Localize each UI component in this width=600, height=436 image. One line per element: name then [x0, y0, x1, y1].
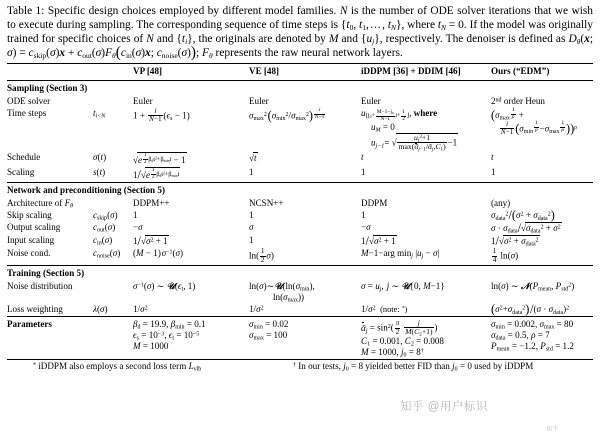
row-label-ode-solver: ODE solver — [7, 95, 51, 106]
row-symbol-schedule: σ(t) — [93, 152, 107, 163]
design-choices-table — [7, 63, 593, 359]
row-symbol-loss-weighting: λ(σ) — [93, 303, 108, 314]
cell-ve-ode-solver: Euler — [249, 95, 269, 106]
row-label-output-scaling: Output scaling — [7, 222, 61, 233]
cell-ve-schedule: √t — [249, 153, 257, 164]
row-label-loss-weighting: Loss weighting — [7, 303, 63, 314]
footnote-dagger: † In our tests, $j_0 = 8$ yielded better FID than $j_0 = 0$ used by iDDPM — [293, 360, 534, 373]
cell-ours-scaling: 1 — [491, 167, 496, 178]
column-header-iddpm: iDDPM [36] + DDIM [46] — [361, 64, 491, 81]
cell-ve-output-scaling: σ — [249, 222, 254, 233]
row-label-skip-scaling: Skip scaling — [7, 209, 52, 220]
cell-vp-loss-weighting: $1/\sigma^2$ — [133, 303, 148, 314]
cell-ours-time-steps: ($\sigma_{max}$ $^{\frac{1}{\rho}}$ + $\frac{i}{N-1}$ ($\sigma_{min}$ $^{\frac{1}{\rho}}$ $-\sigma_{max}$ $^{\frac{1}{\rho}}$ ))$^\rho$ — [491, 106, 578, 137]
cell-iddpm-architecture: DDPM — [361, 197, 388, 208]
section-header-sampling — [7, 80, 593, 95]
cell-iddpm-noise-cond: M−1−arg $\min_j |u_j - \sigma|$ — [361, 248, 440, 261]
cell-ours-output-scaling: $\sigma \cdot \sigma_{data}/√\sigma_{data}^2 + \sigma^2$ — [491, 220, 561, 235]
row-label-noise-distribution: Noise distribution — [7, 280, 73, 291]
cell-ours-schedule: t — [491, 152, 494, 163]
column-header-ours: Ours (“EDM”) — [491, 64, 593, 81]
row-symbol-time-steps: $t_{i<N}$ — [93, 107, 106, 120]
cell-ours-architecture: (any) — [491, 197, 511, 208]
footnote-row — [7, 361, 593, 373]
watermark-small: 知乎 — [546, 427, 559, 433]
row-loss-weighting — [7, 303, 593, 316]
cell-vp-scaling: 1/√e $^{\frac{1}{2} \beta_dt^2+\beta_{min}t}$ — [133, 167, 180, 183]
cell-ours-skip-scaling: $\sigma_{data}^2/(\sigma^2 + \sigma_{data}^2)$ — [491, 207, 555, 222]
cell-ours-ode-solver: 2nd order Heun — [491, 95, 545, 106]
cell-vp-schedule: √e $^{\frac{1}{2} \beta_dt^2+\beta_{min}t}$ − 1 — [133, 152, 186, 166]
cell-ve-scaling: 1 — [249, 167, 254, 178]
cell-ve-parameters: $\sigma_{min} = 0.02$ $\sigma_{max} = 100$ — [249, 316, 361, 359]
row-symbol-input-scaling: $c_{in}(\sigma)$ — [93, 235, 113, 247]
cell-ve-architecture: NCSN++ — [249, 197, 284, 208]
cell-vp-ode-solver: Euler — [133, 95, 153, 106]
footnote-star: * iDDPM also employs a second loss term $L_{vlb}$ — [33, 360, 202, 373]
cell-vp-input-scaling: $1/√\sigma^2 + 1$ — [133, 234, 168, 249]
cell-vp-time-steps: 1 + $\frac{i}{N-1}$ $(\epsilon_s - 1)$ — [133, 106, 190, 124]
row-label-noise-cond: Noise cond. — [7, 248, 51, 259]
cell-vp-noise-distribution: $\sigma^{-1}(\sigma)$ ∼ $𝒰(\epsilon_t$, 1) — [133, 280, 196, 293]
footnote-star-marker: * — [33, 362, 36, 369]
row-symbol-skip-scaling: $c_{skip}(\sigma)$ — [93, 209, 118, 222]
row-skip-scaling — [7, 209, 593, 221]
header-blank — [7, 64, 93, 81]
row-symbol-output-scaling: $c_{out}(\sigma)$ — [93, 222, 116, 234]
row-label-architecture: Architecture of $F_\theta$ — [7, 197, 74, 210]
cell-ve-input-scaling: 1 — [249, 235, 254, 246]
row-schedule — [7, 152, 593, 167]
cell-ours-noise-distribution: ln(σ) ∼ $𝒩(P_{mean}$, $P_{std}^2$) — [491, 280, 575, 293]
cell-vp-output-scaling: −σ — [133, 222, 143, 233]
cell-ve-skip-scaling: 1 — [249, 209, 254, 220]
row-architecture — [7, 197, 593, 209]
cell-ve-loss-weighting: $1/\sigma^2$ — [249, 303, 264, 314]
cell-vp-architecture: DDPM++ — [133, 197, 170, 208]
row-ode-solver — [7, 95, 593, 107]
row-symbol-noise-cond: $c_{noise}(\sigma)$ — [93, 248, 121, 261]
table-header-row — [7, 64, 593, 81]
section-header-training — [7, 265, 593, 280]
row-symbol-scaling: s(t) — [93, 167, 106, 178]
column-header-ve: VE [48] — [249, 64, 361, 81]
cell-iddpm-ode-solver: Euler — [361, 95, 381, 106]
cell-vp-skip-scaling: 1 — [133, 209, 138, 220]
cell-ve-time-steps: $\sigma_{max}^2$ $(\sigma_{min}^2/\sigma_{max}^2)$ $^{\frac{i}{N-1}}$ — [249, 106, 325, 123]
cell-iddpm-parameters: ᾱ$_j$ = $\sin^2$( $\frac{\pi}{2}$ $\frac{j}{M(C_2+1)}$ ) $C_1 = 0.001$, $C_2 = 0.008$ M = 1000, $j_0 = 8^\dagger$ — [361, 316, 491, 359]
bottom-rule-cell — [7, 359, 593, 360]
cell-ours-input-scaling: $1/√\sigma^2 + \sigma_{data}^2$ — [491, 234, 539, 249]
caption-label: Table 1: — [7, 5, 45, 17]
column-header-vp: VP [48] — [133, 64, 249, 81]
row-label-scaling: Scaling — [7, 167, 35, 178]
footnote-dagger-marker: † — [293, 362, 296, 369]
row-time-steps — [7, 107, 593, 152]
cell-iddpm-schedule: t — [361, 152, 364, 163]
row-symbol-ode-solver — [93, 95, 133, 107]
cell-ve-noise-cond: ln( $\frac{1}{2}$ σ) — [249, 247, 274, 264]
cell-vp-parameters: $\beta_d = 19.9$, $\beta_{min} = 0.1$ $\epsilon_s = 10^{-3}$, $\epsilon_t = 10^{-5}$ M = 1000 — [133, 316, 249, 359]
cell-iddpm-time-steps: $u_{⌊j_0+ \frac{M-1-j_0}{N-1} i+ \frac{1}{2} ⌋}$, where $u_M = 0$ $u_{j-1}=$ √ $\frac{u_j^2+1}{\max(ᾱ_{j-1}/ᾱ_j,C_1)}$ −1 — [361, 107, 458, 153]
cell-iddpm-skip-scaling: 1 — [361, 209, 366, 220]
row-noise-cond — [7, 248, 593, 266]
row-label-parameters: Parameters — [7, 316, 133, 359]
row-parameters — [7, 316, 593, 359]
row-label-schedule: Schedule — [7, 152, 41, 163]
row-noise-distribution — [7, 280, 593, 303]
cell-vp-noise-cond: (M − 1) $\sigma^{-1}(\sigma)$ — [133, 248, 184, 259]
section-title-training: Training (Section 5) — [7, 265, 593, 280]
row-label-time-steps: Time steps — [7, 107, 47, 118]
cell-iddpm-scaling: 1 — [361, 167, 366, 178]
section-title-network: Network and preconditioning (Section 5) — [7, 182, 593, 197]
table-bottom-rule — [7, 359, 593, 360]
section-header-network — [7, 182, 593, 197]
cell-iddpm-loss-weighting: $1/\sigma^2$ (note: *) — [361, 303, 408, 314]
row-output-scaling — [7, 221, 593, 234]
table-caption: Table 1: Specific design choices employed by different model families. N is the number of ODE solver iterations that we wish to execute during sampling. The corresponding sequence of time steps is {$t_0$, $t_1$, … , $t_N$}, where $t_N = 0$. If the model was originally trained for specific choices of N and $\{t_i\}$, the originals are denoted by M and $\{u_j\}$, respectively. The denoiser is defined as $D_\theta(x$; $\sigma) = c_{skip}(\sigma)x + c_{out}(\sigma)F_\theta(c_{in}(\sigma)x$; $c_{noise}(\sigma)$); $F_\theta$ represents the raw neural network layers. — [7, 5, 594, 62]
cell-iddpm-input-scaling: $1/√\sigma^2 + 1$ — [361, 234, 396, 249]
cell-ours-parameters: $\sigma_{min} = 0.002$, $\sigma_{max} = 80$ $\sigma_{data} = 0.5$, ρ = 7 $P_{mean} = -1.2$, $P_{std} = 1.2$ — [491, 316, 593, 359]
section-title-sampling: Sampling (Section 3) — [7, 80, 593, 95]
header-blank-symbol — [93, 64, 133, 81]
cell-iddpm-output-scaling: −σ — [361, 222, 371, 233]
row-label-input-scaling: Input scaling — [7, 235, 55, 246]
cell-iddpm-noise-distribution: $\sigma = u_j$, j ∼ 𝒰{0, M−1} — [361, 280, 445, 293]
cell-ours-noise-cond: $\frac{1}{4}$ ln(σ) — [492, 247, 519, 264]
cell-ve-noise-distribution: $\ln(\sigma)\sim 𝒰(\ln(\sigma_{min})$, $\ln(\sigma_{max})$) — [249, 280, 315, 304]
watermark-overlay: 知乎 @用户标识 — [400, 401, 488, 413]
row-scaling — [7, 167, 593, 183]
row-input-scaling — [7, 235, 593, 248]
cell-ours-loss-weighting: $(\sigma^2+\sigma_{data}^2)$ $/(\sigma \cdot \sigma_{data})^2$ — [491, 301, 570, 316]
